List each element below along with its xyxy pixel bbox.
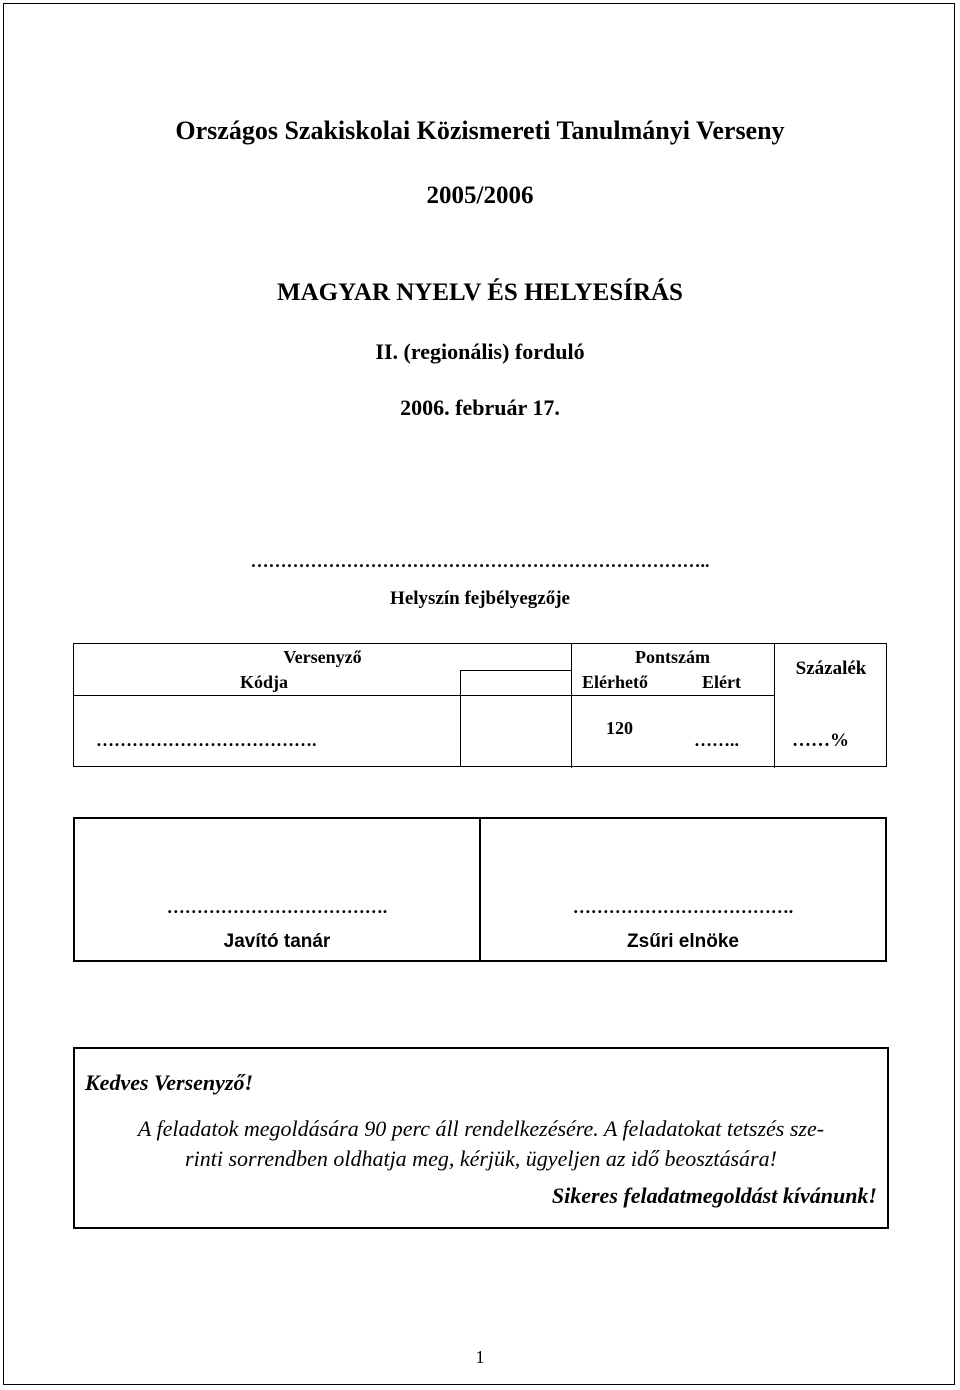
code-value[interactable]: ………………………………. bbox=[96, 730, 317, 750]
achievable-value: 120 bbox=[606, 718, 633, 738]
stamp-dots: ………………………………………………………………….. bbox=[250, 551, 710, 571]
competitor-label: Versenyző bbox=[283, 647, 362, 667]
corrector-label: Javító tanár bbox=[223, 931, 331, 952]
round-label: II. (regionális) forduló bbox=[375, 339, 585, 364]
score-grid bbox=[73, 643, 887, 767]
code-label: Kódja bbox=[240, 672, 289, 692]
page-number: 1 bbox=[475, 1347, 485, 1367]
instructions-text bbox=[95, 1114, 867, 1174]
achieved-value[interactable]: …….. bbox=[694, 730, 739, 750]
exam-date: 2006. február 17. bbox=[400, 395, 560, 420]
jury-signature bbox=[479, 819, 885, 960]
percent-label: Százalék bbox=[795, 658, 867, 679]
jury-signature-line[interactable]: ………………………………. bbox=[572, 897, 794, 917]
stamp-label: Helyszín fejbélyegzője bbox=[390, 588, 570, 609]
corrector-signature-line[interactable]: ………………………………. bbox=[166, 897, 388, 917]
signature-box bbox=[73, 817, 887, 962]
subject-title: MAGYAR NYELV ÉS HELYESÍRÁS bbox=[277, 279, 683, 306]
achievable-label: Elérhető bbox=[582, 672, 648, 692]
points-label: Pontszám bbox=[635, 647, 710, 667]
instructions-line-1: A feladatok megoldására 90 perc áll rendelkezésére. A feladatokat tetszés sze- bbox=[137, 1116, 825, 1141]
greeting: Kedves Versenyző! bbox=[85, 1070, 254, 1095]
instructions-line-2: rinti sorrendben oldhatja meg, kérjük, ügyeljen az idő beosztására! bbox=[185, 1146, 777, 1171]
percent-value[interactable]: ……% bbox=[792, 730, 849, 751]
competition-title: Országos Szakiskolai Közismereti Tanulmányi Verseny bbox=[175, 116, 785, 145]
closing-wish: Sikeres feladatmegoldást kívánunk! bbox=[551, 1183, 877, 1208]
corrector-signature bbox=[75, 819, 479, 960]
achieved-label: Elért bbox=[702, 672, 741, 692]
jury-label: Zsűri elnöke bbox=[627, 931, 739, 952]
instructions-box bbox=[73, 1047, 889, 1229]
school-year: 2005/2006 bbox=[426, 182, 534, 209]
